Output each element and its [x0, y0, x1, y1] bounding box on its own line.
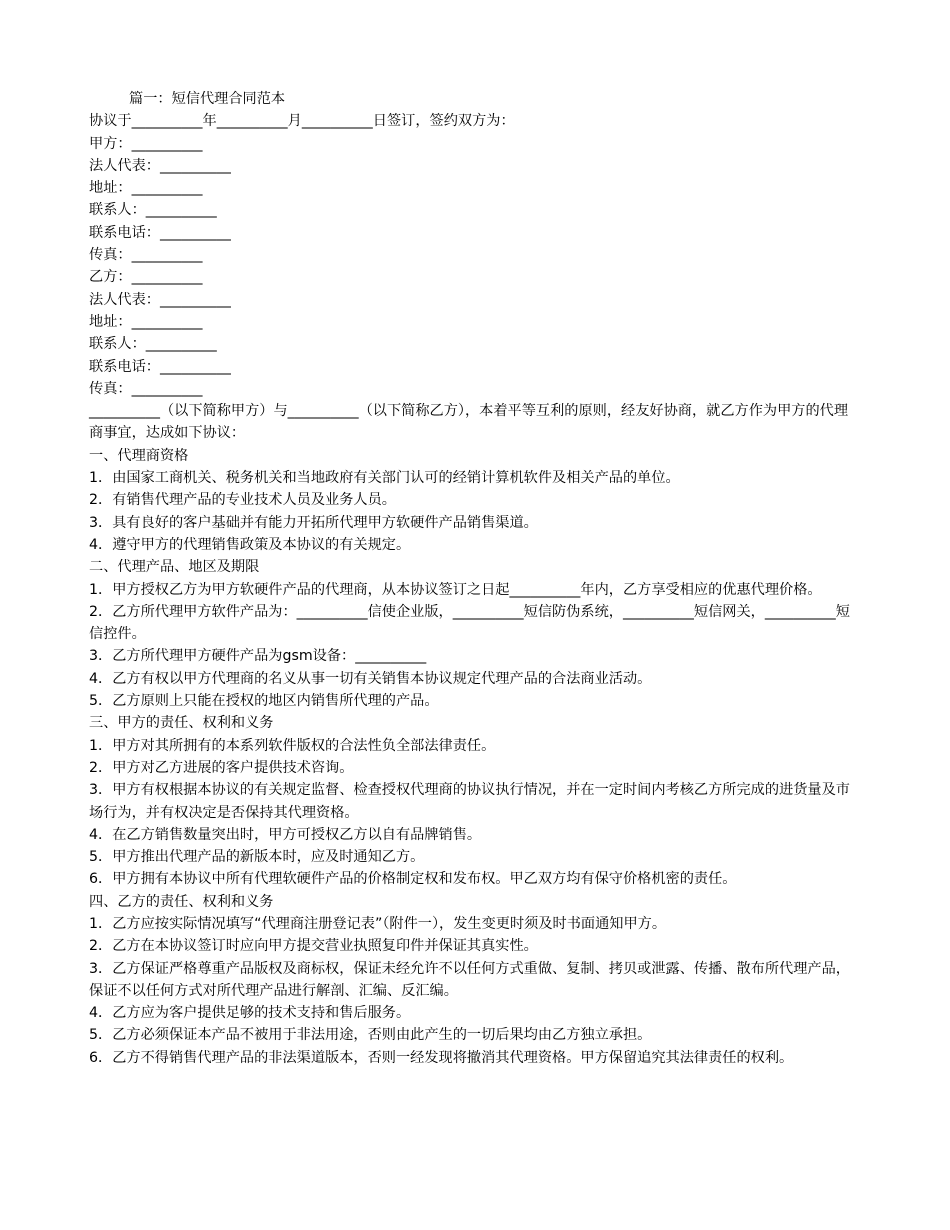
document-paragraph: 三、甲方的责任、权利和义务 — [89, 715, 274, 732]
document-paragraph: 二、代理产品、地区及期限 — [89, 559, 260, 576]
document-paragraph: 法人代表：__________ — [89, 157, 231, 174]
document-title: 篇一：短信代理合同范本 — [129, 91, 286, 107]
document-paragraph: __________（以下简称甲方）与__________（以下简称乙方），本着平等互利的原则，经友好协商，就乙方作为甲方的代理商事宜，达成如下协议： — [89, 403, 849, 442]
document-paragraph: 甲方：__________ — [89, 135, 203, 152]
document-paragraph: 2．有销售代理产品的专业技术人员及业务人员。 — [89, 492, 396, 509]
document-paragraph: 2．乙方所代理甲方软件产品为：__________信使企业版，__________短信防伪系统，__________短信网关，__________短信控件。 — [89, 603, 850, 643]
document-paragraph: 协议于__________年__________月__________日签订，签约双方为： — [89, 113, 515, 130]
document-paragraph: 1．甲方授权乙方为甲方软硬件产品的代理商，从本协议签订之日起__________年内，乙方享受相应的优惠代理价格。 — [89, 581, 822, 598]
document-paragraph: 4．在乙方销售数量突出时，甲方可授权乙方以自有品牌销售。 — [89, 826, 482, 843]
document-paragraph: 传真：__________ — [89, 380, 203, 397]
document-paragraph: 联系电话：__________ — [89, 224, 231, 241]
document-paragraph: 5．甲方推出代理产品的新版本时，应及时通知乙方。 — [89, 849, 425, 866]
document-paragraph: 1．乙方应按实际情况填写“代理商注册登记表”（附件一），发生变更时须及时书面通知甲方。 — [89, 915, 667, 932]
document-paragraph: 乙方：__________ — [89, 269, 203, 286]
document-paragraph: 5．乙方必须保证本产品不被用于非法用途，否则由此产生的一切后果均由乙方独立承担。 — [89, 1027, 652, 1044]
document-paragraph: 3．乙方保证严格尊重产品版权及商标权，保证未经允许不以任何方式重做、复制、拷贝或泄露、传播、散布所代理产品，保证不以任何方式对所代理产品进行解剖、汇编、反汇编。 — [89, 960, 850, 999]
document-paragraph: 3．具有良好的客户基础并有能力开拓所代理甲方软硬件产品销售渠道。 — [89, 514, 538, 531]
document-paragraph: 4．乙方有权以甲方代理商的名义从事一切有关销售本协议规定代理产品的合法商业活动。 — [89, 670, 652, 687]
document-paragraph: 2．甲方对乙方进展的客户提供技术咨询。 — [89, 759, 354, 776]
document-paragraph: 一、代理商资格 — [89, 447, 189, 464]
document-paragraph: 3．甲方有权根据本协议的有关规定监督、检查授权代理商的协议执行情况，并在一定时间内考核乙方所完成的进货量及市场行为，并有权决定是否保持其代理资格。 — [89, 782, 850, 821]
document-paragraph: 2．乙方在本协议签订时应向甲方提交营业执照复印件并保证其真实性。 — [89, 938, 538, 955]
document-paragraph: 传真：__________ — [89, 247, 203, 264]
document-paragraph: 5．乙方原则上只能在授权的地区内销售所代理的产品。 — [89, 693, 439, 710]
document-paragraph: 四、乙方的责任、权利和义务 — [89, 893, 274, 910]
document-paragraph: 1．由国家工商机关、税务机关和当地政府有关部门认可的经销计算机软件及相关产品的单位。 — [89, 470, 680, 487]
document-paragraph: 4．遵守甲方的代理销售政策及本协议的有关规定。 — [89, 536, 411, 553]
document-paragraph: 1．甲方对其所拥有的本系列软件版权的合法性负全部法律责任。 — [89, 737, 496, 754]
document-body — [89, 88, 859, 1069]
document-paragraph: 6．甲方拥有本协议中所有代理软硬件产品的价格制定权和发布权。甲乙双方均有保守价格机密的责任。 — [89, 871, 737, 888]
document-paragraph: 4．乙方应为客户提供足够的技术支持和售后服务。 — [89, 1005, 411, 1022]
document-paragraph: 法人代表：__________ — [89, 291, 231, 308]
document-paragraph: 地址：__________ — [89, 313, 203, 330]
document-paragraph: 联系人：__________ — [89, 336, 217, 353]
document-paragraph: 6．乙方不得销售代理产品的非法渠道版本，否则一经发现将撤消其代理资格。甲方保留追究其法律责任的权利。 — [89, 1049, 794, 1066]
document-paragraph: 3．乙方所代理甲方硬件产品为gsm设备：__________ — [89, 648, 427, 665]
document-paragraph: 地址：__________ — [89, 180, 203, 197]
document-paragraph: 联系电话：__________ — [89, 358, 231, 375]
document-lines — [89, 110, 859, 1069]
document-paragraph: 联系人：__________ — [89, 202, 217, 219]
